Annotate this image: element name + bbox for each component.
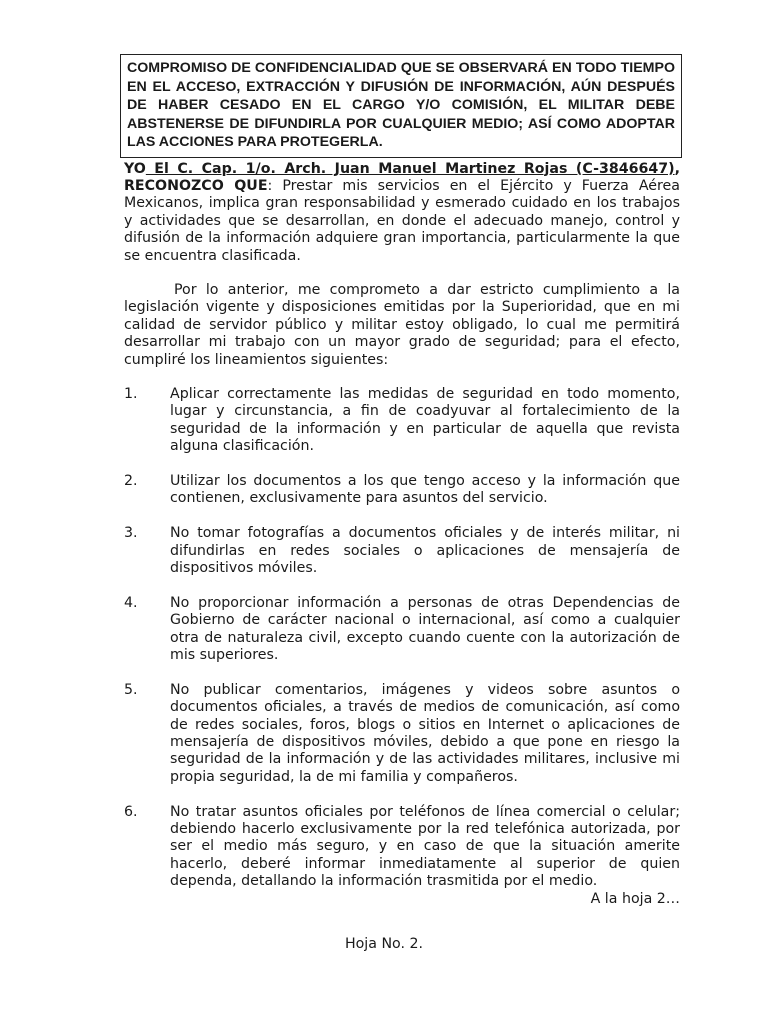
reconozco-label: RECONOZCO QUE — [124, 177, 268, 194]
list-item — [124, 525, 680, 577]
declarant-name: El C. Cap. 1/o. Arch. Juan Manuel Martinez Rojas (C-3846647) — [145, 160, 675, 177]
item-text: Aplicar correctamente las medidas de seguridad en todo momento, lugar y circunstancia, a fin de coadyuvar al fortalecimiento de la seguridad de la información y en particular de aquella que revista alguna clasificación. — [170, 385, 680, 455]
item-number: 1. — [124, 385, 138, 402]
continued-note: A la hoja 2… — [590, 890, 680, 907]
list-item — [124, 386, 680, 456]
item-number: 5. — [124, 681, 138, 698]
item-number: 6. — [124, 803, 138, 820]
declarant-line — [124, 161, 680, 177]
commitment-paragraph: Por lo anterior, me comprometo a dar estricto cumplimiento a la legislación vigente y disposiciones emitidas por la Superioridad, que en mi calidad de servidor público y militar estoy obligado, lo cual me permitirá desarrollar mi trabajo con un mayor grado de seguridad; para el efecto, cumpliré los lineamientos siguientes: — [124, 281, 680, 368]
guidelines-list — [124, 386, 680, 891]
list-item — [124, 804, 680, 891]
item-text: No tomar fotografías a documentos oficiales y de interés militar, ni difundirlas en redes sociales o aplicaciones de mensajería de dispositivos móviles. — [170, 525, 680, 576]
list-item — [124, 473, 680, 508]
item-text: No publicar comentarios, imágenes y videos sobre asuntos o documentos oficiales, a través de medios de comunicación, así como de redes sociales, foros, blogs o sitios en Internet o aplicaciones de mensajería de dispositivos móviles, debido a que pone en riesgo la seguridad de la información y de las actividades militares, inclusive mi propia seguridad, la de mi familia y compañeros. — [170, 681, 680, 785]
page-footer: Hoja No. 2. — [344, 936, 424, 952]
list-item — [124, 595, 680, 665]
item-text: No tratar asuntos oficiales por teléfonos de línea comercial o celular; debiendo hacerlo exclusivamente por la red telefónica autorizada, por ser el medio más seguro, y en caso de que la situación amerite hacerlo, deberé informar inmediatamente al superior de quien dependa, detallando la información trasmitida por el medio. — [170, 803, 680, 890]
document-page — [124, 54, 680, 908]
item-number: 4. — [124, 594, 138, 611]
document-title: COMPROMISO DE CONFIDENCIALIDAD QUE SE OBSERVARÁ EN TODO TIEMPO EN EL ACCESO, EXTRACCIÓN Y DIFUSIÓN DE INFORMACIÓN, AÚN DESPUÉS DE HABER CESADO EN EL CARGO Y/O COMISIÓN, EL MILITAR DEBE ABSTENERSE DE DIFUNDIRLA POR CUALQUIER MEDIO; ASÍ COMO ADOPTAR LAS ACCIONES PARA PROTEGERLA. — [120, 54, 682, 158]
name-comma: , — [674, 160, 680, 177]
intro-text: : Prestar mis servicios en el Ejército y Fuerza Aérea Mexicanos, implica gran responsabilidad y esmerado cuidado en los trabajos y actividades que se desarrollan, en donde el adecuado manejo, control y difusión de la información adquiere gran importancia, particularmente la que se encuentra clasificada. — [124, 177, 680, 264]
yo-label: YO — [124, 160, 146, 177]
list-item — [124, 682, 680, 786]
item-number: 2. — [124, 472, 138, 489]
item-number: 3. — [124, 525, 138, 542]
item-text: No proporcionar información a personas de otras Dependencias de Gobierno de carácter nacional o internacional, así como a cualquier otra de naturaleza civil, excepto cuando cuente con la autorización de mis superiores. — [170, 594, 680, 664]
intro-paragraph — [124, 161, 680, 265]
item-text: Utilizar los documentos a los que tengo acceso y la información que contienen, exclusivamente para asuntos del servicio. — [170, 472, 680, 507]
